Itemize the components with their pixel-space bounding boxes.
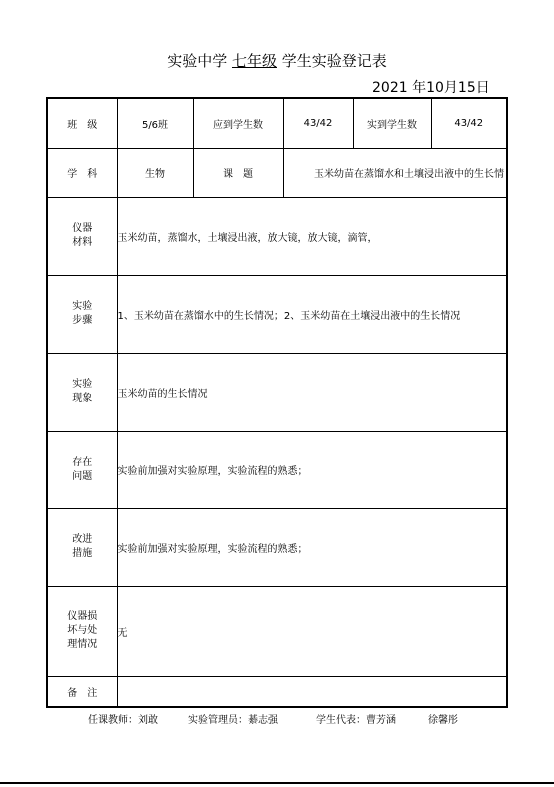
class-label: 班 级 <box>47 98 117 148</box>
remarks-value[interactable] <box>117 676 507 707</box>
steps-value[interactable]: 1、玉米幼苗在蒸馏水中的生长情况；2、玉米幼苗在土壤浸出液中的生长情况 <box>117 275 507 353</box>
steps-label-line1: 实验 <box>72 301 93 312</box>
remarks-label: 备 注 <box>47 676 117 707</box>
form-title <box>0 50 554 71</box>
problems-label <box>47 431 117 508</box>
damage-label-line1: 仪器损 <box>67 611 98 622</box>
improvements-label-line2: 措施 <box>72 548 93 559</box>
improvements-label <box>47 508 117 586</box>
damage-label-line3: 理情况 <box>67 639 98 650</box>
student-rep-signature: 学生代表：曹芳涵 <box>316 715 396 726</box>
topic-value[interactable]: 玉米幼苗在蒸馏水和土壤浸出液中的生长情 <box>283 148 507 197</box>
problems-row <box>47 431 507 508</box>
school-name: 实验中学 <box>167 52 228 70</box>
equipment-label <box>47 197 117 275</box>
subject-label: 学 科 <box>47 148 117 197</box>
grade-name: 七年级 <box>231 52 277 70</box>
phenomena-label <box>47 353 117 431</box>
date-text: 年10月15日 <box>412 80 490 96</box>
actual-students-value[interactable]: 43/42 <box>431 98 507 148</box>
expected-students-label: 应到学生数 <box>193 98 283 148</box>
damage-value[interactable]: 无 <box>117 586 507 676</box>
class-value[interactable]: 5/6班 <box>117 98 193 148</box>
steps-row <box>47 275 507 353</box>
signature-footer <box>46 711 506 727</box>
class-row <box>47 98 507 148</box>
problems-value[interactable]: 实验前加强对实验原理，实验流程的熟悉； <box>117 431 507 508</box>
teacher-signature: 任课教师：刘敢 <box>88 715 158 726</box>
equipment-row <box>47 197 507 275</box>
steps-label-line2: 步骤 <box>72 315 93 326</box>
topic-label: 课 题 <box>193 148 283 197</box>
phenomena-label-line2: 现象 <box>72 393 93 404</box>
equipment-value[interactable]: 玉米幼苗，蒸馏水，土壤浸出液，放大镜，放大镜，滴管， <box>117 197 507 275</box>
damage-label-line2: 坏与处 <box>67 625 98 636</box>
phenomena-row <box>47 353 507 431</box>
improvements-row <box>47 508 507 586</box>
equipment-label-line2: 材料 <box>72 237 93 248</box>
damage-label <box>47 586 117 676</box>
subject-value[interactable]: 生物 <box>117 148 193 197</box>
form-name: 学生实验登记表 <box>281 52 387 70</box>
steps-label <box>47 275 117 353</box>
problems-label-line2: 问题 <box>72 470 93 482</box>
expected-students-value[interactable]: 43/42 <box>283 98 353 148</box>
improvements-label-line1: 改进 <box>72 534 93 545</box>
page-bottom-border <box>0 782 554 784</box>
phenomena-value[interactable]: 玉米幼苗的生长情况 <box>117 353 507 431</box>
improvements-value[interactable]: 实验前加强对实验原理，实验流程的熟悉； <box>117 508 507 586</box>
damage-row <box>47 586 507 676</box>
actual-students-label: 实到学生数 <box>353 98 431 148</box>
form-date <box>372 77 490 97</box>
student-rep2-signature: 徐馨彤 <box>428 715 458 726</box>
remarks-row <box>47 676 507 707</box>
equipment-label-line1: 仪器 <box>72 223 93 234</box>
problems-label-line1: 存在 <box>72 456 93 468</box>
phenomena-label-line1: 实验 <box>72 379 93 390</box>
experiment-register-table <box>46 97 508 708</box>
manager-signature: 实验管理员：綦志强 <box>188 715 278 726</box>
subject-row <box>47 148 507 197</box>
date-year: 2021 <box>372 80 408 96</box>
